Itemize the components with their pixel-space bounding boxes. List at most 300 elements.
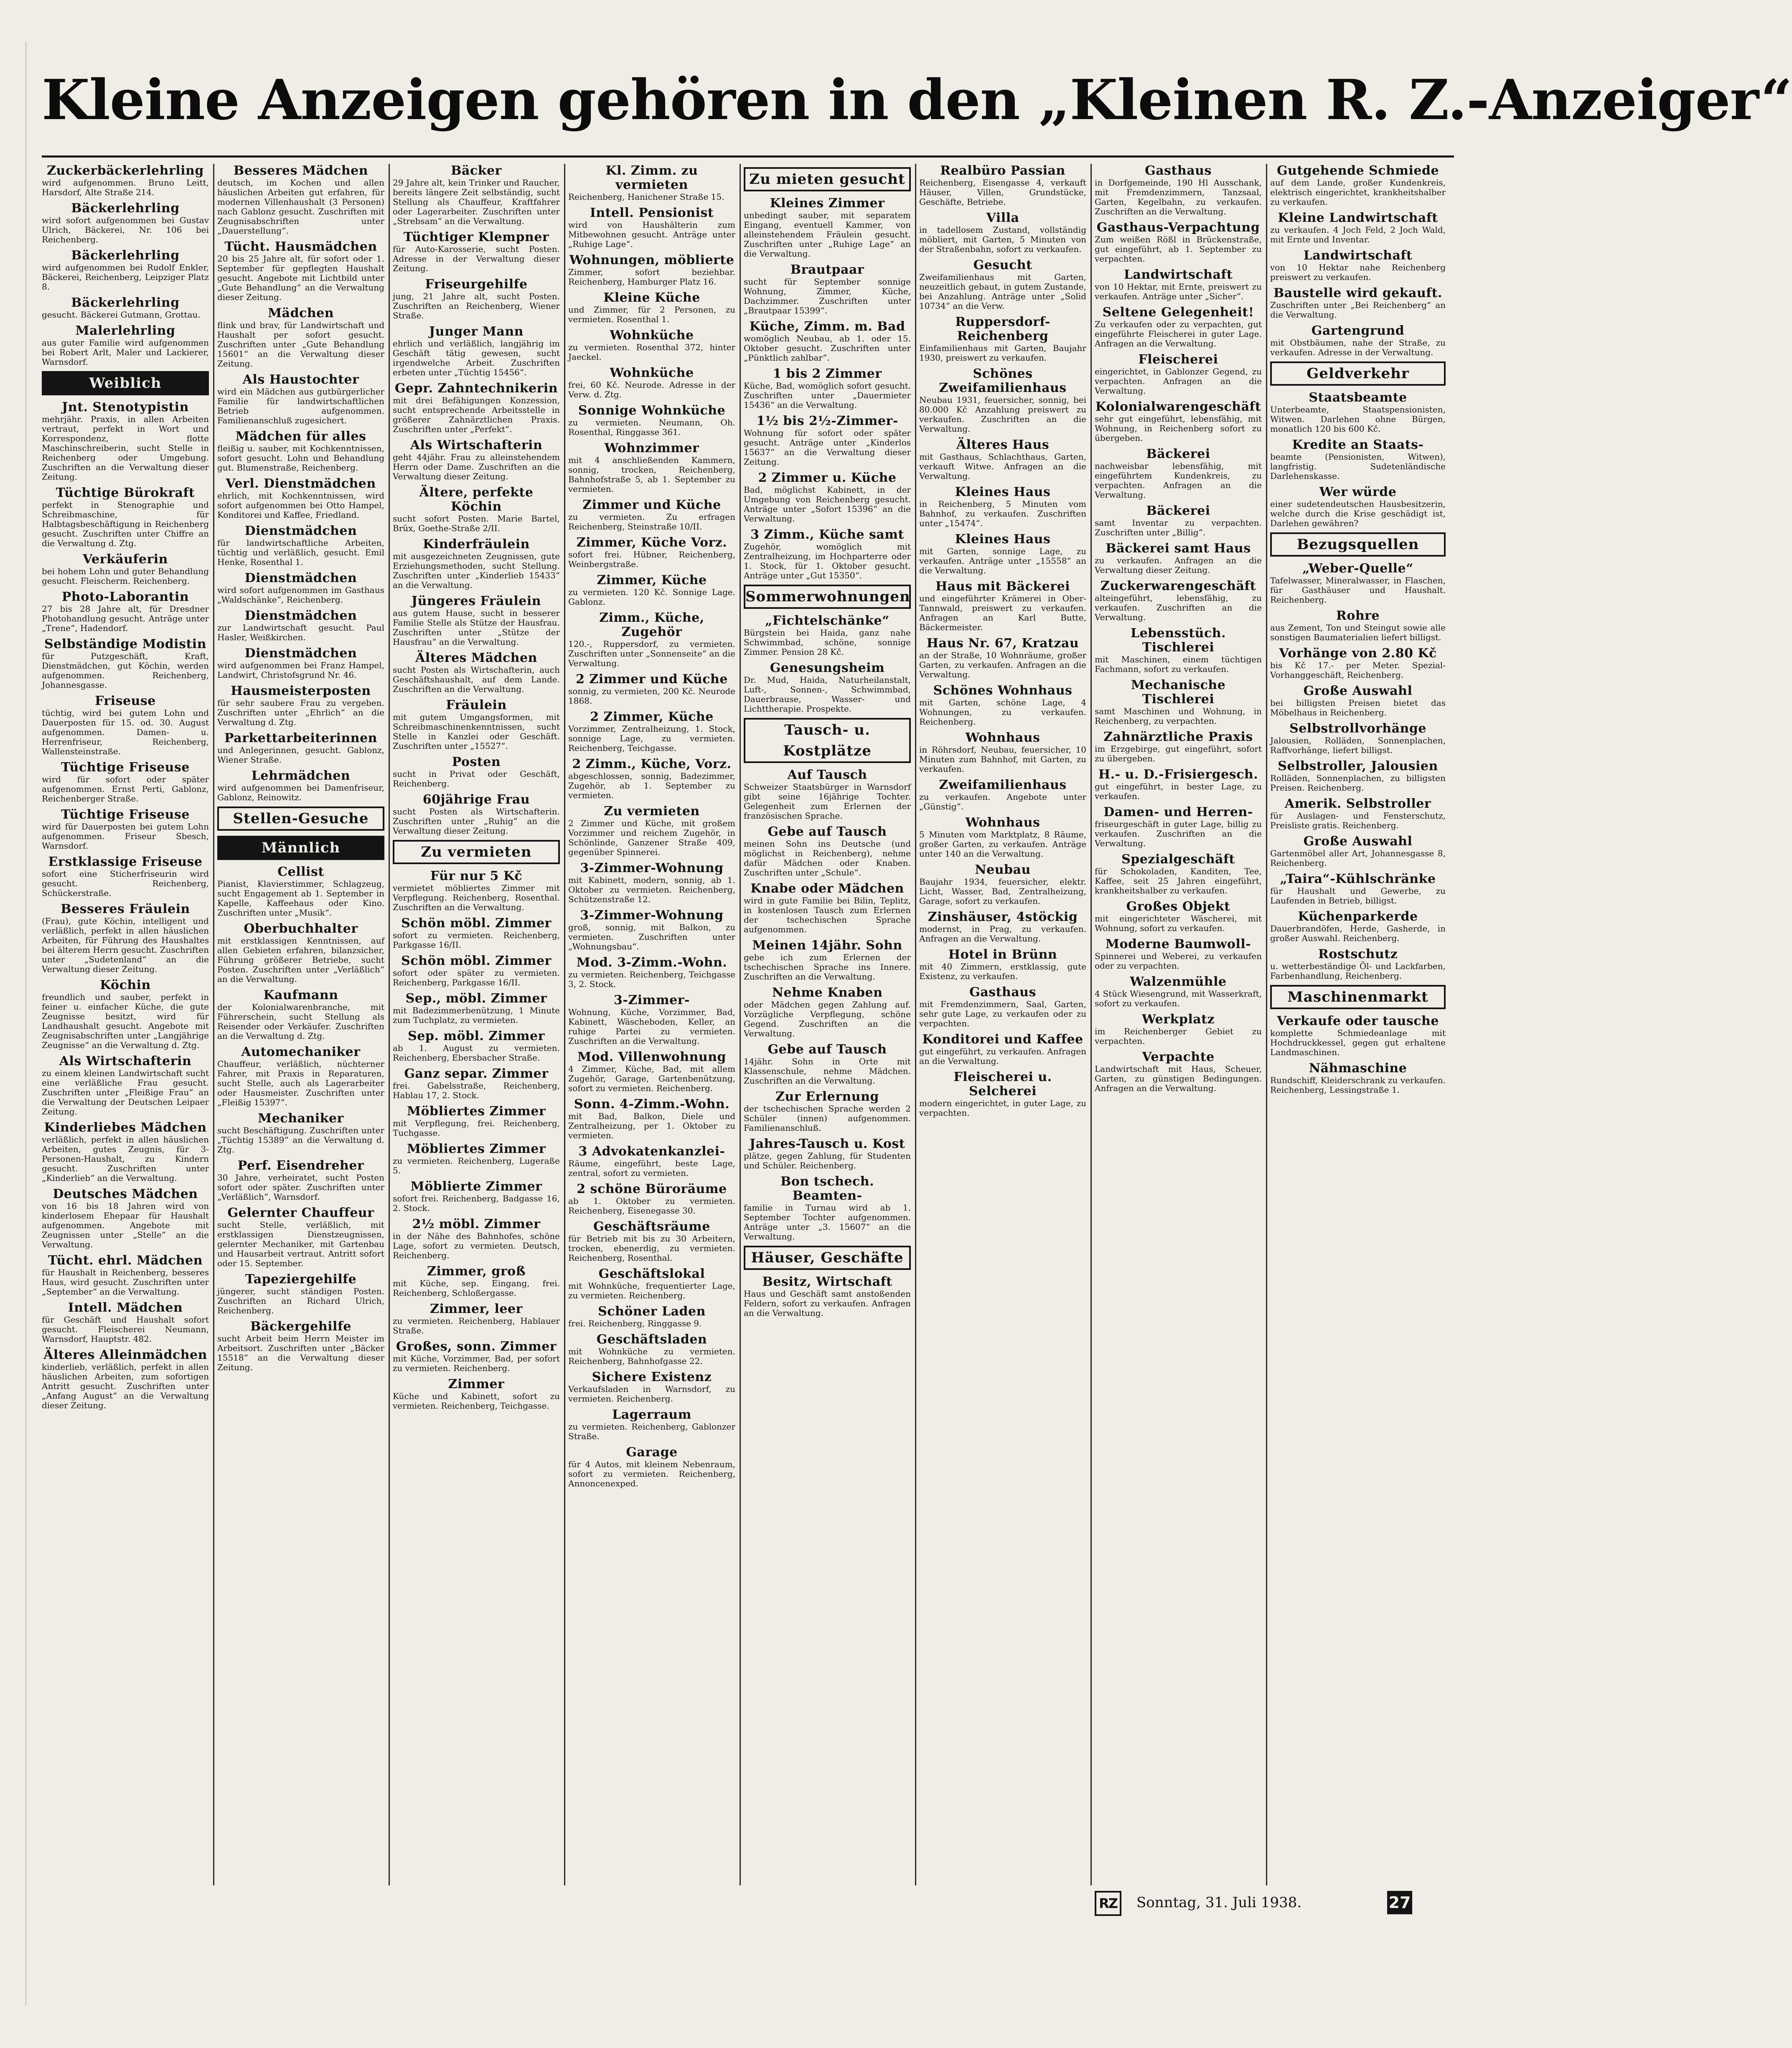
classified-ad: [919, 485, 1086, 528]
ad-headline: Wohnküche: [610, 328, 694, 343]
ad-headline: Besseres Fräulein: [61, 902, 190, 916]
ad-body: Zugehör, womöglich mit Zentralheizung, im Hochparterre oder 1. Stock, für 1. Oktober gesucht. Anträge unter „Gut 15350“.: [744, 542, 911, 580]
ad-headline: 2 Zimm., Küche, Vorz.: [572, 757, 732, 771]
ad-body: zu vermieten. Reichenberg, Gablonzer Straße.: [568, 1422, 735, 1441]
classified-ad: [568, 366, 735, 399]
classified-ad: [744, 825, 911, 878]
ad-headline: Gasthaus: [969, 985, 1036, 1000]
ad-column-2: [217, 164, 384, 1885]
ad-headline: Garage: [626, 1445, 678, 1460]
classified-ad: [919, 211, 1086, 254]
ad-body: 27 bis 28 Jahre alt, für Dresdner Photohandlung gesucht. Anträge unter „Trene“, Hadendorf.: [42, 604, 209, 633]
ad-column-8: [1270, 164, 1446, 1885]
ad-body: Schweizer Staatsbürger in Warnsdorf gibt seine 16jährige Tochter. Gelegenheit zum Erlernen der französischen Sprache.: [744, 782, 911, 821]
ad-body: Dauerbrandöfen, Herde, Gasherde, in großer Auswahl. Reichenberg.: [1270, 924, 1446, 943]
ad-body: sucht für September sonnige Wohnung, Zimmer, Küche, Dachzimmer. Zuschriften unter „Brautpaar 15399“.: [744, 277, 911, 315]
ad-headline: Zimmer, Küche Vorz.: [576, 535, 727, 550]
ad-body: für Haushalt in Reichenberg, besseres Haus, wird gesucht. Zuschriften unter „September“ an die Verwaltung.: [42, 1267, 209, 1297]
ad-body: sofort oder später zu vermieten. Reichenberg, Parkgasse 16/II.: [393, 968, 560, 987]
classified-ad: [393, 1029, 560, 1063]
ad-headline: Sep. möbl. Zimmer: [408, 1029, 545, 1043]
classified-ad: [217, 524, 384, 567]
section-heading: Maschinenmarkt: [1270, 985, 1446, 1009]
ad-headline: Bäckerlehrling: [71, 201, 180, 216]
ad-headline: Parkettarbeiterinnen: [224, 731, 377, 745]
ad-body: Pianist, Klavierstimmer, Schlagzeug, sucht Engagement ab 1. September in Kapelle, Kaffeehaus oder Kino. Zuschriften unter „Musik“.: [217, 879, 384, 918]
classified-ad: [568, 404, 735, 437]
classified-ad: [1095, 678, 1262, 726]
ad-body: zu einem kleinen Landwirtschaft sucht eine verläßliche Frau gesucht. Zuschriften unter „Fleißige Frau“ an die Verwaltung der Deutschen Leipaer Zeitung.: [42, 1068, 209, 1117]
ad-body: mit Bad, Balkon, Diele und Zentralheizung, per 1. Oktober zu vermieten.: [568, 1111, 735, 1140]
ad-body: mit Küche, Vorzimmer, Bad, per sofort zu vermieten. Reichenberg.: [393, 1353, 560, 1373]
ad-headline: Große Auswahl: [1303, 834, 1413, 849]
ad-body: Zweifamilienhaus mit Garten, neuzeitlich gebaut, in gutem Zustande, bei Anzahlung. Anträge unter „Solid 10734“ an die Verw.: [919, 272, 1086, 311]
ad-body: fleißig u. sauber, mit Kochkenntnissen, sofort gesucht. Lohn und Behandlung gut. Blumenstraße, Reichenberg.: [217, 443, 384, 473]
ad-headline: Möbliertes Zimmer: [407, 1142, 546, 1156]
classified-ad: [217, 865, 384, 918]
ad-headline: 1½ bis 2½-Zimmer-: [756, 414, 898, 428]
ad-body: Einfamilienhaus mit Garten, Baujahr 1930, preiswert zu verkaufen.: [919, 343, 1086, 363]
classified-ad: [1095, 626, 1262, 674]
ad-body: Wohnung, Küche, Vorzimmer, Bad, Kabinett, Wäscheboden, Keller, an ruhige Partei zu vermieten. Zuschriften an die Verwaltung.: [568, 1007, 735, 1046]
classified-ad: [1095, 730, 1262, 763]
ad-body: bis Kč 17.- per Meter. Spezial-Vorhanggeschäft, Reichenberg.: [1270, 660, 1446, 680]
classified-ad: [1270, 872, 1446, 906]
ad-headline: Gartengrund: [1311, 323, 1405, 338]
classified-ad: [744, 320, 911, 363]
ad-body: Gartenmöbel aller Art, Johannesgasse 8, Reichenberg.: [1270, 848, 1446, 868]
ad-headline: Damen- und Herren-: [1103, 805, 1253, 819]
classified-ad: [919, 948, 1086, 981]
ad-headline: Landwirtschaft: [1123, 267, 1233, 282]
ad-headline: Älteres Mädchen: [415, 651, 537, 665]
publisher-logo: RZ: [1095, 1891, 1121, 1916]
ad-headline: Kredite an Staats-: [1292, 438, 1424, 452]
ad-headline: Zuckerwarengeschäft: [1100, 579, 1256, 593]
classified-ad: [42, 1187, 209, 1249]
ad-headline: H.- u. D.-Frisiergesch.: [1098, 767, 1258, 782]
ad-headline: Dienstmädchen: [244, 646, 357, 661]
classified-ad: [568, 672, 735, 706]
ad-body: wird für Dauerposten bei gutem Lohn aufgenommen. Friseur Sbesch, Warnsdorf.: [42, 822, 209, 851]
ad-body: Zu verkaufen oder zu verpachten, gut eingeführte Fleischerei in guter Lage. Anfragen an die Verwaltung.: [1095, 319, 1262, 349]
classified-ad: [217, 306, 384, 369]
ad-body: geht 44jähr. Frau zu alleinstehendem Herrn oder Dame. Zuschriften an die Verwaltung dieser Zeitung.: [393, 452, 560, 481]
ad-body: zu vermieten. Neumann, Oh. Rosenthal, Ringgasse 361.: [568, 417, 735, 437]
classified-ad: [568, 1333, 735, 1366]
ad-body: zu verkaufen. Angebote unter „Günstig“.: [919, 792, 1086, 812]
classified-ad: [568, 1145, 735, 1178]
classified-ad: [217, 769, 384, 802]
ad-body: sofort frei. Reichenberg, Badgasse 16, 2. Stock.: [393, 1193, 560, 1213]
ad-body: vermietet möbliertes Zimmer mit Verpflegung. Reichenberg, Rosenthal. Zuschriften an die Verwaltung.: [393, 883, 560, 912]
ad-body: jung, 21 Jahre alt, sucht Posten. Zuschriften an Reichenberg, Wiener Straße.: [393, 291, 560, 321]
classified-ad: [744, 1043, 911, 1086]
ad-body: mit Fremdenzimmern, Saal, Garten, sehr gute Lage, zu verkaufen oder zu verpachten.: [919, 999, 1086, 1028]
ad-body: flink und brav, für Landwirtschaft und Haushalt per sofort gesucht. Zuschriften unter „Gute Behandlung 15601“ an die Verwaltung dieser Zeitung.: [217, 320, 384, 369]
ad-headline: Mod. 3-Zimm.-Wohn.: [576, 955, 727, 970]
ad-body: (Frau), gute Köchin, intelligent und verläßlich, perfekt in allen häuslichen Arbeiten, für Führung des Haushaltes bei älterem Herrn gesucht. Zuschriften unter „Sudetenland“ an die Verwaltung dieser Zeitung.: [42, 916, 209, 974]
ad-body: Küche und Kabinett, sofort zu vermieten. Reichenberg, Teichgasse.: [393, 1391, 560, 1411]
classified-ad: [42, 1254, 209, 1297]
ad-headline: Haus mit Bäckerei: [935, 579, 1070, 594]
ad-headline: Posten: [452, 755, 501, 769]
section-heading: Bezugsquellen: [1270, 532, 1446, 557]
classified-ad: [744, 939, 911, 982]
column-rule: [564, 164, 565, 1885]
ad-body: 20 bis 25 Jahre alt, für sofort oder 1. September für gepflegten Haushalt gesucht. Angebote mit Lichtbild unter „Gute Behandlung“ an die Verwaltung dieser Zeitung.: [217, 254, 384, 302]
ad-body: aus Zement, Ton und Steingut sowie alle sonstigen Baumaterialien liefert billigst.: [1270, 623, 1446, 642]
ad-headline: Als Haustochter: [242, 372, 359, 387]
ad-body: abgeschlossen, sonnig, Badezimmer, Zugehör, ab 1. September zu vermieten.: [568, 771, 735, 800]
classified-ad: [1270, 286, 1446, 320]
ad-body: mit Garten, schöne Lage, 4 Wohnungen, zu verkaufen. Reichenberg.: [919, 697, 1086, 727]
ad-body: Unterbeamte, Staatspensionisten, Witwen. Darlehen ohne Bürgen, monatlich 120 bis 600 Kč.: [1270, 405, 1446, 434]
ad-headline: Kleines Zimmer: [770, 196, 885, 211]
ad-headline: Als Wirtschafterin: [410, 438, 543, 453]
ad-body: aus gutem Hause, sucht in besserer Familie Stelle als Stütze der Hausfrau. Zuschriften unter „Stütze der Hausfrau“ an die Verwaltung.: [393, 608, 560, 647]
section-heading: Zu mieten gesucht: [744, 167, 911, 191]
ad-headline: Großes, sonn. Zimmer: [396, 1339, 557, 1354]
ad-headline: Wohnküche: [610, 366, 694, 380]
column-rule: [389, 164, 390, 1885]
ad-body: wird sofort aufgenommen bei Gustav Ulrich, Bäckerei, Nr. 106 bei Reichenberg.: [42, 215, 209, 244]
classified-ad: [919, 863, 1086, 906]
classified-ad: [217, 477, 384, 520]
section-heading: Stellen-Gesuche: [217, 806, 384, 831]
ad-body: frei. Gabelsstraße, Reichenberg, Hablau 17, 2. Stock.: [393, 1081, 560, 1100]
ad-headline: 3 Advokatenkanzlei-: [578, 1144, 725, 1159]
ad-headline: „Weber-Quelle“: [1302, 561, 1413, 576]
classified-ad: [568, 328, 735, 362]
ad-body: perfekt in Stenographie und Schreibmaschine, für Halbtagsbeschäftigung in Reichenberg gesucht. Zuschriften unter Chiffre an die Verwaltung d. Ztg.: [42, 500, 209, 548]
ad-body: einer sudetendeutschen Hausbesitzerin, welche durch die Krise geschädigt ist, Darlehen gewähren?: [1270, 499, 1446, 528]
ad-body: Jalousien, Rolläden, Sonnenplachen, Raffvorhänge, liefert billigst.: [1270, 735, 1446, 755]
ad-body: und Zimmer, für 2 Personen, zu vermieten. Rosenthal 1.: [568, 305, 735, 324]
ad-headline: Bon tschech. Beamten-: [780, 1174, 874, 1203]
ad-body: Reichenberg, Eisengasse 4, verkauft Häuser, Villen, Grundstücke, Geschäfte, Betriebe.: [919, 178, 1086, 207]
ad-headline: Vorhänge von 2.80 Kč: [1279, 646, 1437, 661]
classified-ad: [1270, 1061, 1446, 1095]
classified-ad: [217, 646, 384, 680]
ad-headline: Ganz separ. Zimmer: [404, 1066, 549, 1081]
classified-ad: [568, 757, 735, 800]
classified-ad: [919, 580, 1086, 632]
classified-ad: [568, 441, 735, 494]
ad-headline: Bäcker: [451, 163, 502, 178]
ad-body: Landwirtschaft mit Haus, Scheuer, Garten, zu günstigen Bedingungen. Anfragen an die Verwaltung.: [1095, 1064, 1262, 1093]
ad-headline: Kleines Haus: [955, 532, 1051, 547]
page-headline: Kleine Anzeigen gehören in den „Kleinen R. Z.-Anzeiger“: [42, 68, 1792, 132]
ad-headline: Seltene Gelegenheit!: [1102, 305, 1254, 320]
ad-headline: Moderne Baumwoll-: [1105, 937, 1251, 951]
classified-ad: [1095, 268, 1262, 301]
ad-headline: Gutgehende Schmiede: [1276, 163, 1439, 178]
ad-headline: Tücht. ehrl. Mädchen: [48, 1253, 203, 1268]
ad-headline: Sep., möbl. Zimmer: [405, 991, 547, 1006]
ad-body: modern eingerichtet, in guter Lage, zu verpachten.: [919, 1098, 1086, 1118]
classified-ad: [393, 382, 560, 434]
ad-headline: Schönes Wohnhaus: [933, 683, 1073, 698]
ad-body: Bad, möglichst Kabinett, in der Umgebung von Reichenberg gesucht. Anträge unter „Sofort 15396“ an die Verwaltung.: [744, 485, 911, 524]
ad-body: 5 Minuten vom Marktplatz, 8 Räume, großer Garten, zu verkaufen. Anträge unter 140 an die Verwaltung.: [919, 829, 1086, 859]
classified-ad: [1095, 579, 1262, 622]
ad-headline: Sonn. 4-Zimm.-Wohn.: [574, 1097, 730, 1112]
classified-ad: [1270, 759, 1446, 793]
ad-body: Räume, eingeführt, beste Lage, zentral, sofort zu vermieten.: [568, 1158, 735, 1178]
ad-headline: Besseres Mädchen: [233, 163, 369, 178]
classified-ad: [568, 1050, 735, 1093]
classified-ad: [919, 731, 1086, 774]
classified-ad: [1270, 438, 1446, 481]
classified-ad: [217, 988, 384, 1041]
ad-headline: Kleine Landwirtschaft: [1278, 211, 1438, 225]
classified-ad: [393, 916, 560, 950]
ad-headline: Bäckerei samt Haus: [1106, 541, 1251, 556]
ad-headline: 3-Zimmer-: [614, 993, 690, 1007]
ad-headline: Kolonialwarengeschäft: [1095, 399, 1261, 414]
ad-headline: Zimmer, Küche: [597, 573, 707, 588]
classified-ad: [919, 1070, 1086, 1118]
classified-ad: [42, 249, 209, 292]
ad-body: modernst, in Prag, zu verkaufen. Anfragen an die Verwaltung.: [919, 924, 1086, 944]
ad-headline: Tüchtige Bürokraft: [56, 486, 195, 500]
ad-body: tüchtig, wird bei gutem Lohn und Dauerposten für 15. od. 30. August aufgenommen. Damen- u. Herrenfriseur, Reichenberg, Wallensteinstraße.: [42, 708, 209, 756]
ad-body: Zimmer, sofort beziehbar. Reichenberg, Hamburger Platz 16.: [568, 267, 735, 287]
ad-body: Spinnerei und Weberei, zu verkaufen oder zu verpachten.: [1095, 951, 1262, 971]
section-heading: Geldverkehr: [1270, 361, 1446, 386]
ad-body: 29 Jahre alt, kein Trinker und Raucher, bereits längere Zeit selbständig, sucht Stellung als Chauffeur, Kraftfahrer oder Lagerarbeiter. Zuschriften unter „Strebsam“ an die Verwaltung.: [393, 178, 560, 226]
ad-body: sofort zu vermieten. Reichenberg, Parkgasse 16/II.: [393, 930, 560, 950]
classified-ad: [919, 315, 1086, 363]
ad-headline: Dienstmädchen: [244, 571, 357, 585]
ad-body: Haus und Geschäft samt anstoßenden Feldern, sofort zu verkaufen. Anfragen an die Verwaltung.: [744, 1289, 911, 1318]
ad-body: wird aufgenommen bei Franz Hampel, Landwirt, Christofsgrund Nr. 46.: [217, 660, 384, 680]
classified-ad: [1095, 768, 1262, 801]
ad-body: zu verkaufen. Anfragen an die Verwaltung dieser Zeitung.: [1095, 555, 1262, 575]
classified-ad: [393, 277, 560, 321]
ad-headline: Selbstrollvorhänge: [1289, 721, 1426, 736]
classified-ad: [42, 400, 209, 482]
classified-ad: [568, 164, 735, 202]
ad-headline: Villa: [986, 211, 1019, 225]
ad-headline: Zimmer, leer: [430, 1302, 523, 1316]
classified-ad: [568, 1370, 735, 1404]
ad-body: wird aufgenommen bei Rudolf Enkler, Bäckerei, Reichenberg, Leipziger Platz 8.: [42, 262, 209, 292]
ad-column-5: [744, 164, 911, 1885]
ad-body: ab 1. August zu vermieten. Reichenberg, Ebersbacher Straße.: [393, 1043, 560, 1063]
ad-body: unbedingt sauber, mit separatem Eingang, eventuell Kammer, von alleinstehendem Fräulein gesucht. Zuschriften unter „Ruhige Lage“ an die Verwaltung.: [744, 210, 911, 259]
ad-headline: Als Wirtschafterin: [59, 1054, 192, 1069]
ad-body: mit Kabinett, modern, sonnig, ab 1. Oktober zu vermieten. Reichenberg, Schützenstraße 12.: [568, 875, 735, 904]
ad-body: mit gutem Umgangsformen, mit Schreibmaschinenkenntnissen, sucht Stelle in Kanzlei oder Geschäft. Zuschriften unter „15527“.: [393, 712, 560, 751]
ad-headline: „Fichtelschänke“: [765, 613, 890, 628]
ad-headline: 3-Zimmer-Wohnung: [580, 908, 724, 923]
classified-ad: [393, 793, 560, 836]
ad-headline: Gesucht: [973, 258, 1032, 272]
classified-ad: [1270, 249, 1446, 282]
ad-headline: Perf. Eisendreher: [237, 1158, 364, 1173]
ad-body: freundlich und sauber, perfekt in feiner u. einfacher Küche, die gute Zeugnisse besitzt, wird für Landhaushalt gesucht. Angebote mit Zeugnisabschriften unter „Langjährige Zeugnisse“ an die Verwaltung d. Ztg.: [42, 992, 209, 1050]
classified-ad: [1095, 1013, 1262, 1046]
ad-headline: Möbliertes Zimmer: [407, 1104, 546, 1119]
ad-body: in der Nähe des Bahnhofes, schöne Lage, sofort zu vermieten. Deutsch, Reichenberg.: [393, 1231, 560, 1260]
ad-headline: Mädchen: [267, 306, 334, 321]
classified-ad: [744, 471, 911, 524]
ad-body: mit Verpflegung, frei. Reichenberg, Tuchgasse.: [393, 1118, 560, 1138]
classified-ad: [393, 594, 560, 647]
classified-ad: [393, 325, 560, 377]
ad-body: mit Wohnküche, frequentierter Lage, zu vermieten. Reichenberg.: [568, 1281, 735, 1300]
ad-body: familie in Turnau wird ab 1. September Tochter aufgenommen. Anträge unter „3. 15607“ an die Verwaltung.: [744, 1203, 911, 1242]
classified-ad: [744, 263, 911, 315]
ad-body: für Geschäft und Haushalt sofort gesucht. Fleischerei Neumann, Warnsdorf, Hauptstr. 482.: [42, 1315, 209, 1344]
classified-ad: [568, 1408, 735, 1441]
ad-headline: Spezialgeschäft: [1121, 852, 1235, 867]
ad-body: sehr gut eingeführt, lebensfähig, mit Wohnung, in Reichenberg sofort zu übergeben.: [1095, 414, 1262, 443]
classified-ad: [42, 761, 209, 804]
classified-ad: [217, 373, 384, 425]
classified-ad: [1270, 947, 1446, 981]
ad-headline: Gasthaus: [1145, 163, 1212, 178]
classified-ad: [1270, 562, 1446, 605]
ad-headline: Schönes Zweifamilienhaus: [939, 366, 1067, 395]
classified-ad: [393, 164, 560, 226]
classified-ad: [744, 661, 911, 714]
ad-headline: Geschäftsräume: [593, 1219, 710, 1234]
ad-headline: Verkäuferin: [83, 552, 168, 567]
ad-body: 2 Zimmer und Küche, mit großem Vorzimmer und reichem Zugehör, in Schönlinde, Ganzener Straße 409, gegenüber Spinnerei.: [568, 818, 735, 857]
classified-ad: [42, 1121, 209, 1183]
ad-headline: Gebe auf Tausch: [768, 824, 887, 839]
ad-headline: „Taira“-Kühlschränke: [1280, 872, 1436, 886]
ad-headline: Dienstmädchen: [244, 608, 357, 623]
classified-ad: [568, 710, 735, 753]
ad-body: samt Inventar zu verpachten. Zuschriften unter „Billig“.: [1095, 518, 1262, 537]
ad-body: samt Maschinen und Wohnung, in Reichenberg, zu verpachten.: [1095, 706, 1262, 726]
classified-ad: [42, 1348, 209, 1410]
classified-ad: [1095, 542, 1262, 575]
classified-ad: [568, 611, 735, 668]
classified-ad: [1095, 400, 1262, 443]
classified-ad: [42, 590, 209, 633]
classified-ad: [393, 486, 560, 533]
column-rule: [915, 164, 916, 1885]
classified-ad: [568, 536, 735, 569]
ad-headline: Besitz, Wirtschaft: [762, 1275, 892, 1289]
ad-body: in Reichenberg, 5 Minuten vom Bahnhof, zu verkaufen. Zuschriften unter „15474“.: [919, 499, 1086, 528]
ad-headline: Tapeziergehilfe: [245, 1272, 357, 1287]
ad-body: frei. Reichenberg, Ringgasse 9.: [568, 1318, 702, 1328]
classified-ad: [919, 684, 1086, 727]
classified-ad: [1095, 353, 1262, 396]
ad-headline: Küchenparkerde: [1298, 909, 1418, 924]
ad-body: der Kolonialwarenbranche, mit Führerschein, sucht Stellung als Reisender oder Verkäufer. Zuschriften an die Verwaltung d. Ztg.: [217, 1002, 384, 1041]
ad-headline: 3-Zimmer-Wohnung: [580, 861, 724, 875]
classified-ad: [1095, 937, 1262, 971]
ad-headline: Fleischerei: [1138, 352, 1218, 367]
classified-ad: [393, 1217, 560, 1260]
classified-ad: [919, 778, 1086, 812]
section-heading: Häuser, Geschäfte: [744, 1246, 911, 1270]
ad-body: ehrlich und verläßlich, langjährig im Geschäft tätig gewesen, sucht irgendwelche Arbeit. Zuschriften erbeten unter „Tüchtig 15456“.: [393, 338, 560, 377]
column-rule: [1090, 164, 1092, 1885]
classified-ad: [1270, 391, 1446, 434]
ad-headline: Gasthaus-Verpachtung: [1096, 220, 1260, 235]
classified-ad: [744, 1090, 911, 1133]
ad-body: für Betrieb mit bis zu 30 Arbeitern, trocken, ebenerdig, zu vermieten. Reichenberg, Rosenthal.: [568, 1234, 735, 1263]
ad-headline: Bäckergehilfe: [250, 1319, 351, 1334]
ad-headline: Für nur 5 Kč: [430, 869, 523, 883]
ad-body: gut eingeführt, in bester Lage, zu verkaufen.: [1095, 781, 1262, 801]
ad-body: sucht Posten als Wirtschafterin. Zuschriften unter „Ruhig“ an die Verwaltung dieser Zeitung.: [393, 806, 560, 836]
ad-headline: Tüchtige Friseuse: [61, 807, 190, 822]
classified-ad: [1270, 485, 1446, 528]
ad-body: in Dorfgemeinde, 190 Hl Ausschank, mit Fremdenzimmern, Tanzsaal, Garten, Kegelbahn, zu verkaufen. Zuschriften an die Verwaltung.: [1095, 178, 1262, 216]
ad-body: in tadellosem Zustand, vollständig möbliert, mit Garten, 5 Minuten von der Straßenbahn, sofort zu verkaufen.: [919, 225, 1086, 254]
classified-ad: [919, 258, 1086, 311]
ad-body: gut eingeführt, zu verkaufen. Anfragen an die Verwaltung.: [919, 1046, 1086, 1066]
ad-body: zur Landwirtschaft gesucht. Paul Hasler, Weißkirchen.: [217, 623, 384, 642]
ad-headline: Ältere, perfekte Köchin: [419, 485, 534, 514]
ad-headline: Junger Mann: [429, 324, 524, 339]
ad-headline: Knabe oder Mädchen: [750, 881, 904, 896]
ad-headline: Gebe auf Tausch: [768, 1042, 887, 1057]
classified-ad: [393, 1264, 560, 1298]
classified-ad: [393, 1104, 560, 1138]
ad-headline: Bäckerlehrling: [71, 295, 180, 310]
ad-body: sucht Posten als Wirtschafterin, auch Geschäftshaushalt, auf dem Lande. Zuschriften an die Verwaltung.: [393, 665, 560, 694]
ad-body: im Reichenberger Gebiet zu verpachten.: [1095, 1026, 1262, 1046]
ad-headline: Nähmaschine: [1309, 1061, 1407, 1076]
ad-body: wird ein Mädchen aus gutbürgerlicher Familie für landwirtschaftlichen Betrieb aufgenommen. Familienanschluß zugesichert.: [217, 387, 384, 425]
ad-body: mehrjähr. Praxis, in allen Arbeiten vertraut, perfekt in Wort und Korrespondenz, flotte Maschinschreiberin, sucht Stelle in Reichenberg oder Umgebung. Zuschriften an die Verwaltung dieser Zeitung.: [42, 414, 209, 482]
classified-ad: [919, 532, 1086, 575]
ad-body: zu vermieten. 120 Kč. Sonnige Lage. Gablonz.: [568, 587, 735, 607]
ad-body: Tafelwasser, Mineralwasser, in Flaschen, für Gasthäuser und Haushalt. Reichenberg.: [1270, 575, 1446, 605]
ad-body: zu vermieten. Reichenberg, Lugeraße 5.: [393, 1156, 560, 1175]
classified-ad: [568, 804, 735, 857]
ad-body: sucht Beschäftigung. Zuschriften unter „Tüchtig 15389“ an die Verwaltung d. Ztg.: [217, 1125, 384, 1155]
classified-ad: [217, 684, 384, 727]
issue-date: Sonntag, 31. Juli 1938.: [1136, 1894, 1302, 1911]
ad-body: Vorzimmer, Zentralheizung, 1. Stock, sonnige Lage, zu vermieten. Reichenberg, Teichgasse.: [568, 724, 735, 753]
ad-headline: Schön möbl. Zimmer: [401, 916, 552, 931]
ad-headline: Mechanische Tischlerei: [1131, 678, 1226, 707]
ad-body: frei, 60 Kč. Neurode. Adresse in der Verw. d. Ztg.: [568, 380, 735, 399]
classified-ad: [919, 438, 1086, 481]
ad-headline: Neubau: [975, 862, 1031, 877]
ad-body: von 10 Hektar, mit Ernte, preiswert zu verkaufen. Anträge unter „Sicher“.: [1095, 282, 1262, 301]
classified-ad: [217, 1320, 384, 1372]
classified-ad: [217, 571, 384, 605]
ad-body: mit drei Befähigungen Konzession, sucht entsprechende Arbeitsstelle in größerer Zahnärztlichen Praxis. Zuschriften unter „Perfekt“.: [393, 395, 560, 434]
ad-body: sofort eine Sticherfriseurin wird gesucht. Reichenberg, Schückerstraße.: [42, 869, 209, 898]
ad-body: für landwirtschaftliche Arbeiten, tüchtig und verläßlich, gesucht. Emil Henke, Rosenthal 1.: [217, 538, 384, 567]
ad-headline: Wohnzimmer: [604, 441, 699, 455]
ad-headline: Gelernter Chauffeur: [227, 1206, 374, 1220]
ad-body: ehrlich, mit Kochkenntnissen, wird sofort aufgenommen bei Otto Hampel, Konditorei und Kaffee, Friedland.: [217, 491, 384, 520]
ad-body: sucht sofort Posten. Marie Bartel, Brüx, Goethe-Straße 2/II.: [393, 514, 560, 533]
ad-body: Bürgstein bei Haida, ganz nahe Schwimmbad, schöne, sonnige Zimmer. Pension 28 Kč.: [744, 628, 911, 657]
ad-headline: Selbstroller, Jalousien: [1278, 759, 1438, 773]
classified-ad: [1270, 609, 1446, 642]
scan-edge: [25, 42, 27, 2006]
classified-ad: [217, 922, 384, 984]
classified-ad: [217, 1045, 384, 1107]
ad-headline: Küche, Zimm. m. Bad: [749, 319, 905, 334]
ad-headline: Selbständige Modistin: [44, 637, 207, 651]
